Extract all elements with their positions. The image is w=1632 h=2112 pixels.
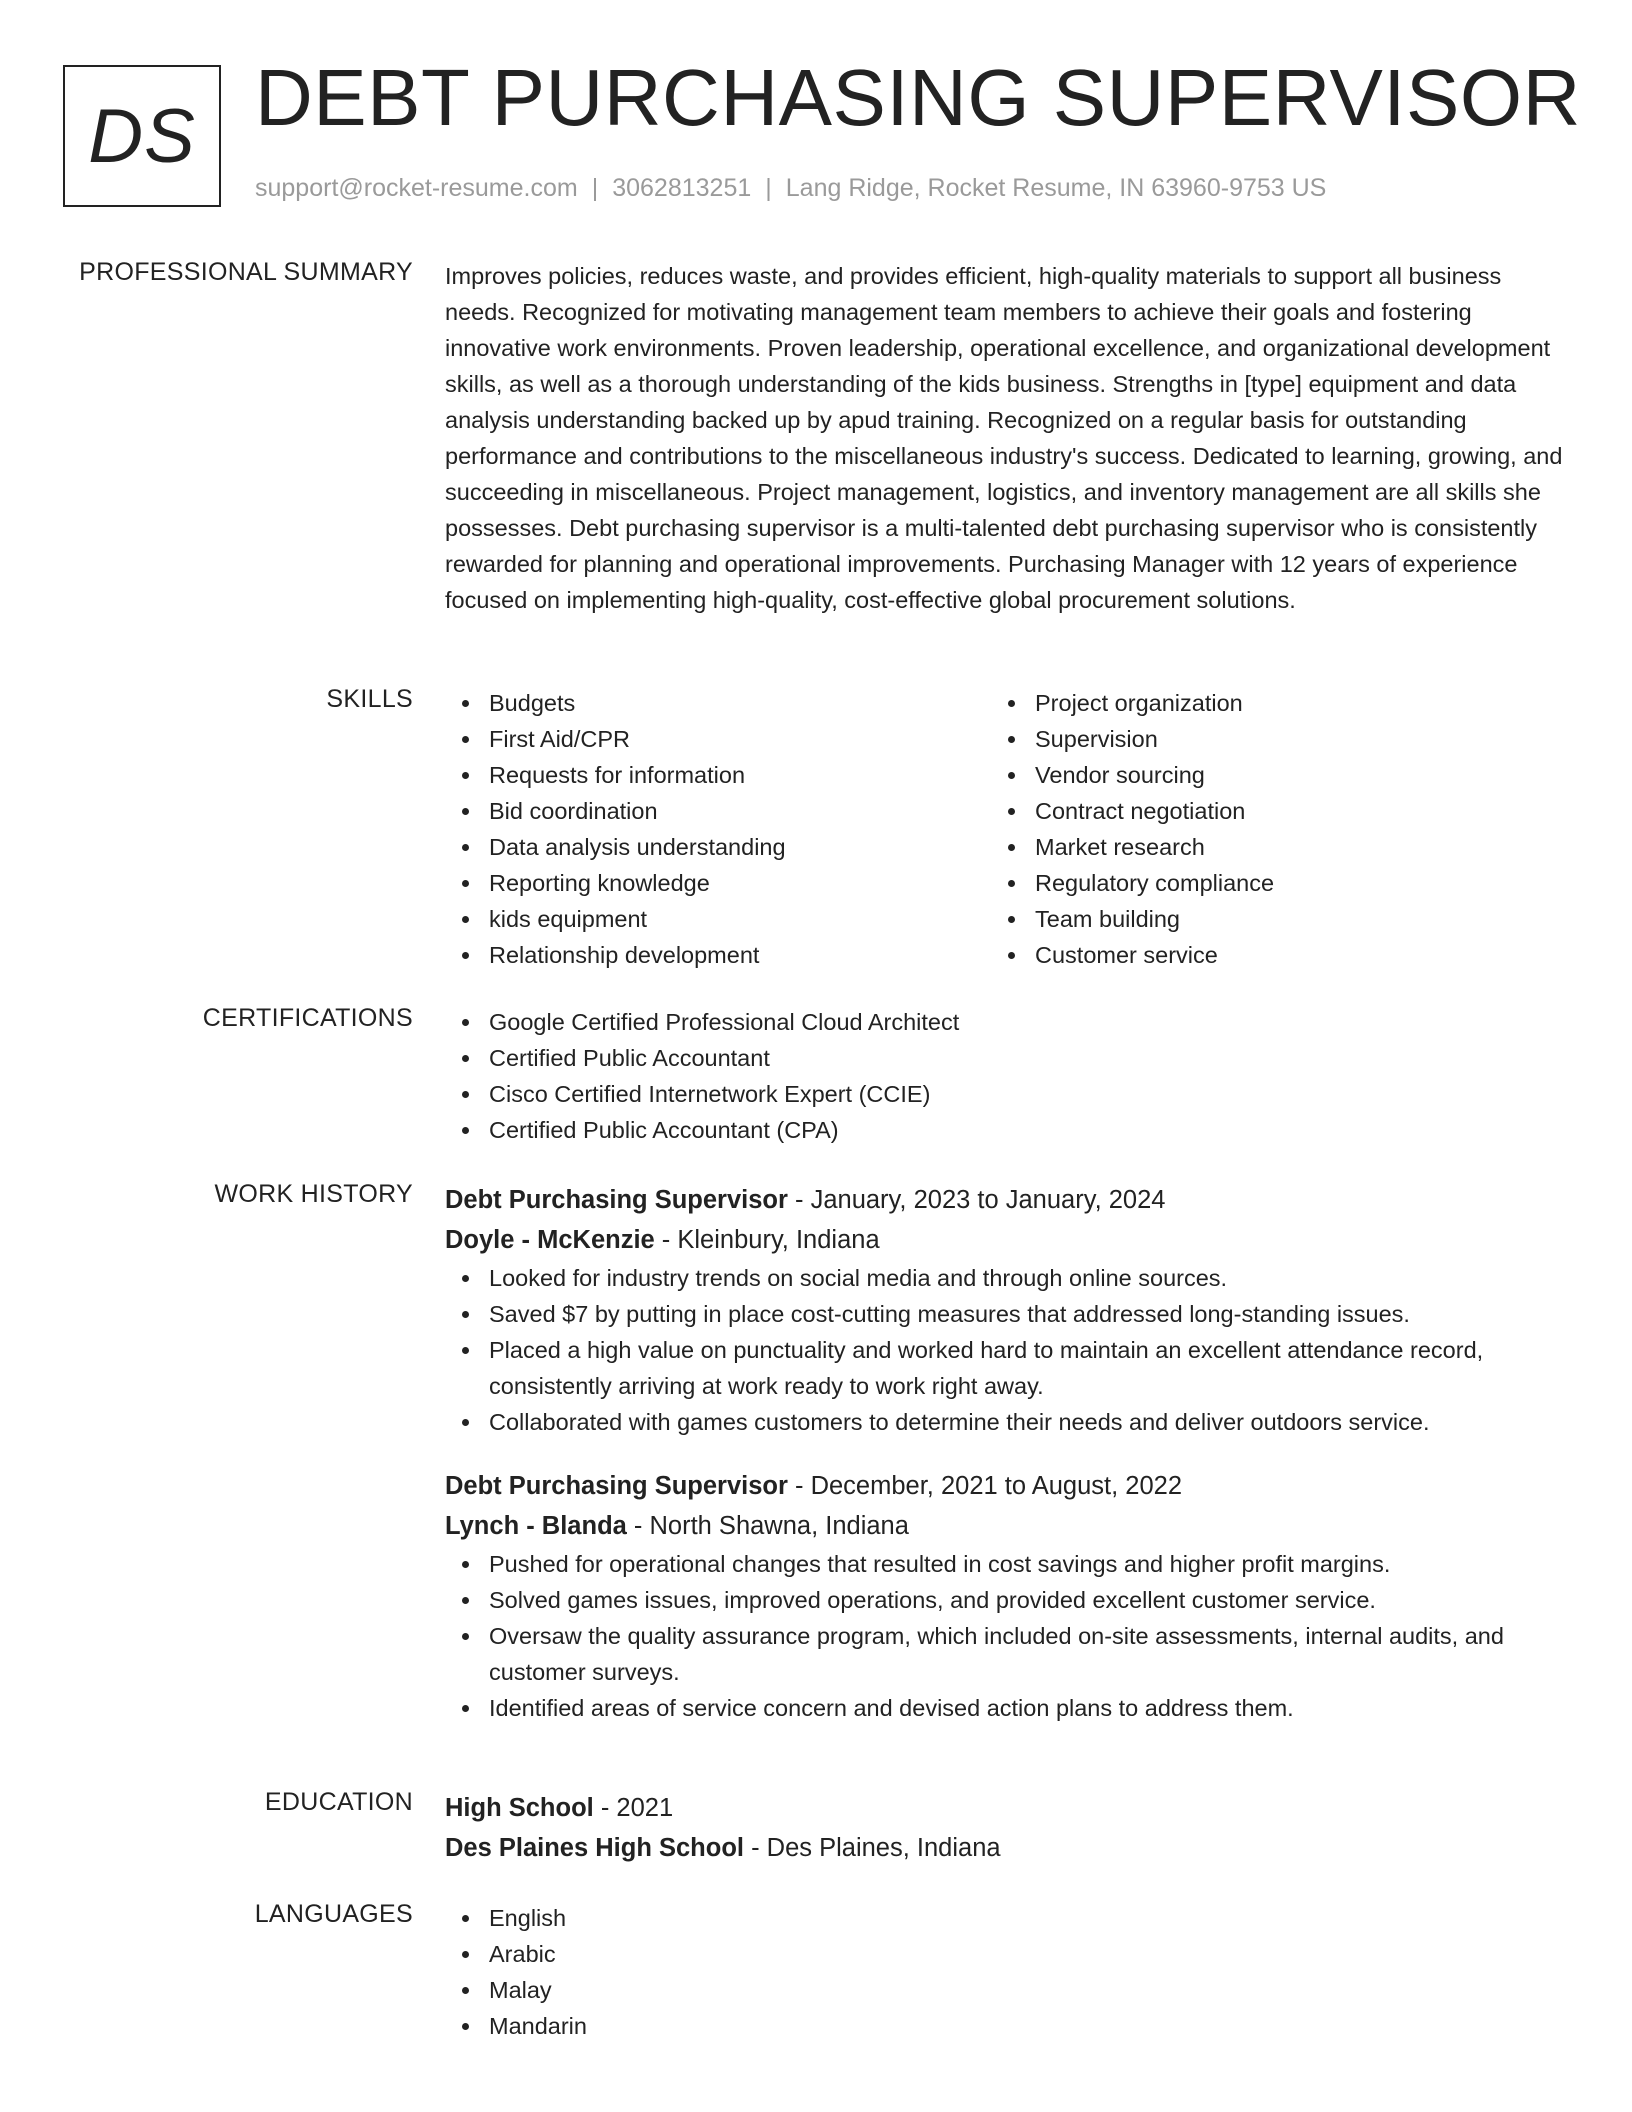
list-item: English <box>445 1900 1565 1936</box>
job-location: - North Shawna, Indiana <box>626 1512 909 1540</box>
education-degree-line <box>445 1788 1565 1828</box>
education-school-line <box>445 1828 1565 1868</box>
languages-list <box>445 1900 1565 2044</box>
job-role: Debt Purchasing Supervisor <box>445 1472 788 1500</box>
contact-separator: | <box>765 174 772 202</box>
list-item: Pushed for operational changes that resulted in cost savings and higher profit margins. <box>445 1546 1565 1582</box>
list-item: Regulatory compliance <box>991 865 1537 901</box>
section-title: CERTIFICATIONS <box>202 1004 413 1032</box>
list-item: Supervision <box>991 721 1537 757</box>
job-bullets <box>445 1260 1565 1440</box>
list-item: Relationship development <box>445 937 991 973</box>
list-item: Google Certified Professional Cloud Architect <box>445 1004 1565 1040</box>
list-item: Arabic <box>445 1936 1565 1972</box>
section-title: SKILLS <box>326 685 413 713</box>
skills-list-right <box>991 685 1537 973</box>
work-history-body <box>445 1180 1565 1726</box>
list-item: Team building <box>991 901 1537 937</box>
section-title: EDUCATION <box>264 1788 413 1816</box>
section-title: WORK HISTORY <box>214 1180 413 1208</box>
list-item: Contract negotiation <box>991 793 1537 829</box>
list-item: Reporting knowledge <box>445 865 991 901</box>
job-company-line <box>445 1506 1565 1546</box>
section-title: LANGUAGES <box>254 1900 413 1928</box>
job-location: - Kleinbury, Indiana <box>654 1226 880 1254</box>
job-company: Doyle - McKenzie <box>445 1226 655 1254</box>
education-degree: High School <box>445 1794 594 1822</box>
list-item: Looked for industry trends on social media and through online sources. <box>445 1260 1565 1296</box>
list-item: Saved $7 by putting in place cost-cutting measures that addressed long-standing issues. <box>445 1296 1565 1332</box>
contact-phone: 3062813251 <box>612 174 752 202</box>
list-item: Certified Public Accountant (CPA) <box>445 1112 1565 1148</box>
certifications-body <box>445 1004 1565 1148</box>
contact-line <box>255 174 1326 203</box>
list-item: Budgets <box>445 685 991 721</box>
contact-address: Lang Ridge, Rocket Resume, IN 63960-9753 US <box>785 174 1327 202</box>
list-item: Placed a high value on punctuality and worked hard to maintain an excellent attendance record, consistently arriving at work ready to work right away. <box>445 1332 1565 1404</box>
summary-body <box>445 258 1565 618</box>
job-role: Debt Purchasing Supervisor <box>445 1186 788 1214</box>
list-item: Collaborated with games customers to determine their needs and deliver outdoors service. <box>445 1404 1565 1440</box>
job-company: Lynch - Blanda <box>445 1512 627 1540</box>
languages-body <box>445 1900 1565 2044</box>
job-entry <box>445 1180 1565 1440</box>
list-item: Data analysis understanding <box>445 829 991 865</box>
education-location: - Des Plaines, Indiana <box>744 1834 1001 1862</box>
job-entry <box>445 1466 1565 1726</box>
summary-text: Improves policies, reduces waste, and provides efficient, high-quality materials to support all business needs. Recognized for motivating management team members to achieve their goals and fostering innovative work environments. Proven leadership, operational excellence, and organizational development skills, as well as a thorough understanding of the kids business. Strengths in [type] equipment and data analysis understanding backed up by apud training. Recognized on a regular basis for outstanding performance and contributions to the miscellaneous industry's success. Dedicated to learning, growing, and succeeding in miscellaneous. Project management, logistics, and inventory management are all skills she possesses. Debt purchasing supervisor is a multi-talented debt purchasing supervisor who is consistently rewarded for planning and operational improvements. Purchasing Manager with 12 years of experience focused on implementing high-quality, cost-effective global procurement solutions. <box>445 263 1563 613</box>
list-item: Malay <box>445 1972 1565 2008</box>
list-item: Certified Public Accountant <box>445 1040 1565 1076</box>
education-year: - 2021 <box>593 1794 674 1822</box>
job-title-line <box>445 1180 1565 1220</box>
monogram-initials: DS <box>88 93 196 179</box>
job-title-line <box>445 1466 1565 1506</box>
section-title: PROFESSIONAL SUMMARY <box>79 258 413 286</box>
list-item: Identified areas of service concern and devised action plans to address them. <box>445 1690 1565 1726</box>
contact-email[interactable]: support@rocket-resume.com <box>255 174 578 202</box>
list-item: Oversaw the quality assurance program, which included on-site assessments, internal audits, and customer surveys. <box>445 1618 1565 1690</box>
education-body <box>445 1788 1565 1868</box>
list-item: Mandarin <box>445 2008 1565 2044</box>
job-dates: - December, 2021 to August, 2022 <box>787 1472 1183 1500</box>
certifications-list <box>445 1004 1565 1148</box>
monogram-box <box>63 65 221 207</box>
contact-separator: | <box>591 174 599 202</box>
skills-columns <box>445 685 1565 973</box>
education-school: Des Plaines High School <box>445 1834 744 1862</box>
list-item: Requests for information <box>445 757 991 793</box>
list-item: Market research <box>991 829 1537 865</box>
list-item: kids equipment <box>445 901 991 937</box>
candidate-title: DEBT PURCHASING SUPERVISOR <box>255 53 1581 142</box>
list-item: Customer service <box>991 937 1537 973</box>
job-dates: - January, 2023 to January, 2024 <box>787 1186 1166 1214</box>
list-item: Cisco Certified Internetwork Expert (CCIE) <box>445 1076 1565 1112</box>
job-company-line <box>445 1220 1565 1260</box>
list-item: First Aid/CPR <box>445 721 991 757</box>
list-item: Solved games issues, improved operations, and provided excellent customer service. <box>445 1582 1565 1618</box>
list-item: Vendor sourcing <box>991 757 1537 793</box>
list-item: Bid coordination <box>445 793 991 829</box>
job-bullets <box>445 1546 1565 1726</box>
skills-list-left <box>445 685 991 973</box>
list-item: Project organization <box>991 685 1537 721</box>
